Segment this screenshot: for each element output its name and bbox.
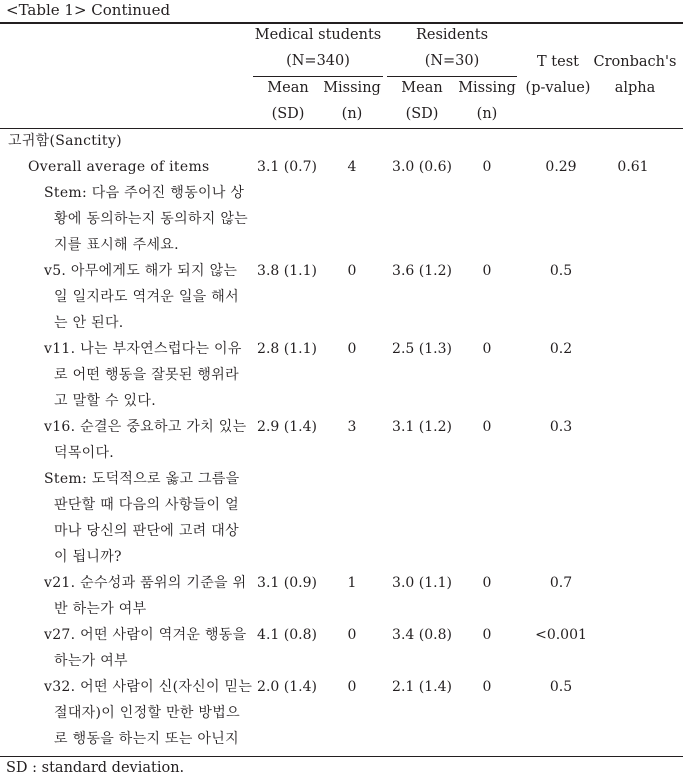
row-label-line: v16. 순결은 중요하고 가치 있는 [44, 419, 247, 435]
cell-r-mean: 2.5 (1.3) [392, 341, 452, 357]
cell-cronbach-alpha: 0.61 [617, 159, 649, 175]
cell-r-mean: 3.0 (1.1) [392, 575, 452, 591]
cell-r-mean: 2.1 (1.4) [392, 679, 452, 695]
cell-ms-missing: 4 [347, 159, 357, 175]
header-ms-sd: (SD) [271, 106, 305, 122]
header-ms-n: (n) [341, 106, 363, 122]
header-pvalue: (p-value) [525, 80, 591, 96]
cell-ms-mean: 2.0 (1.4) [257, 679, 317, 695]
row-label-line: 고 말할 수 있다. [54, 393, 156, 409]
cell-ms-missing: 3 [347, 419, 357, 435]
row-label-line: 덕목이다. [54, 445, 115, 461]
cell-ms-missing: 0 [347, 341, 357, 357]
cell-ms-mean: 2.9 (1.4) [257, 419, 317, 435]
cell-p-value: 0.5 [549, 263, 573, 279]
row-label-line: 지를 표시해 주세요. [54, 237, 179, 253]
header-r-missing: Missing [458, 80, 516, 96]
footnote: SD : standard deviation. [6, 760, 185, 776]
table-bottom-rule [0, 756, 683, 757]
cell-p-value: 0.5 [549, 679, 573, 695]
cell-r-mean: 3.6 (1.2) [392, 263, 452, 279]
cell-r-missing: 0 [482, 341, 492, 357]
residents-group-rule [387, 76, 517, 77]
cell-ms-mean: 3.8 (1.1) [257, 263, 317, 279]
cell-ms-mean: 4.1 (0.8) [257, 627, 317, 643]
row-label-line: Overall average of items [28, 159, 210, 175]
row-label-line: v27. 어떤 사람이 역겨운 행동을 [44, 627, 247, 643]
row-label-line: 일 일지라도 역겨운 일을 해서 [54, 289, 239, 305]
cell-p-value: <0.001 [535, 627, 587, 643]
cell-r-missing: 0 [482, 575, 492, 591]
cell-r-missing: 0 [482, 159, 492, 175]
header-medical-students: Medical students [254, 27, 382, 43]
row-label-line: 판단할 때 다음의 사항들이 얼 [54, 497, 239, 513]
header-ms-missing: Missing [323, 80, 381, 96]
header-r-n: (n) [476, 106, 498, 122]
section-sanctity: 고귀함(Sanctity) [8, 133, 122, 149]
row-label-line: v21. 순수성과 품위의 기준을 위 [44, 575, 247, 591]
cell-ms-missing: 0 [347, 627, 357, 643]
header-ms-mean: Mean [267, 80, 309, 96]
header-medical-n: (N=340) [286, 53, 350, 69]
cell-ms-missing: 0 [347, 679, 357, 695]
cell-ms-missing: 1 [347, 575, 357, 591]
cell-ms-mean: 3.1 (0.9) [257, 575, 317, 591]
table-caption: <Table 1> Continued [6, 1, 171, 19]
row-label-line: v5. 아무에게도 해가 되지 않는 [44, 263, 238, 279]
row-label-line: v32. 어떤 사람이 신(자신이 믿는 [44, 679, 253, 695]
header-r-sd: (SD) [405, 106, 439, 122]
row-label-line: Stem: 도덕적으로 옳고 그름을 [44, 471, 240, 487]
header-r-mean: Mean [401, 80, 443, 96]
cell-r-mean: 3.0 (0.6) [392, 159, 452, 175]
header-residents-n: (N=30) [424, 53, 480, 69]
cell-p-value: 0.7 [549, 575, 573, 591]
cell-r-missing: 0 [482, 627, 492, 643]
row-label-line: 이 됩니까? [54, 549, 122, 565]
cell-ms-missing: 0 [347, 263, 357, 279]
cell-r-missing: 0 [482, 263, 492, 279]
cell-r-missing: 0 [482, 679, 492, 695]
row-label-line: 는 안 된다. [54, 315, 124, 331]
table-top-rule [0, 22, 683, 24]
row-label-line: Stem: 다음 주어진 행동이나 상 [44, 185, 245, 201]
medical-group-rule [253, 76, 383, 77]
row-label-line: 로 어떤 행동을 잘못된 행위라 [54, 367, 239, 383]
header-residents: Residents [415, 27, 489, 43]
cell-p-value: 0.2 [549, 341, 573, 357]
header-ttest: T test [537, 54, 579, 70]
cell-ms-mean: 3.1 (0.7) [257, 159, 317, 175]
row-label-line: 로 행동을 하는지 또는 아닌지 [54, 731, 239, 747]
header-alpha: alpha [614, 80, 656, 96]
row-label-line: 절대자)이 인정할 만한 방법으 [54, 705, 240, 721]
cell-ms-mean: 2.8 (1.1) [257, 341, 317, 357]
row-label-line: 마나 당신의 판단에 고려 대상 [54, 523, 239, 539]
cell-r-mean: 3.4 (0.8) [392, 627, 452, 643]
header-cronbach: Cronbach's [593, 54, 677, 70]
cell-p-value: 0.3 [549, 419, 573, 435]
cell-r-missing: 0 [482, 419, 492, 435]
row-label-line: v11. 나는 부자연스럽다는 이유 [44, 341, 242, 357]
cell-r-mean: 3.1 (1.2) [392, 419, 452, 435]
row-label-line: 하는가 여부 [54, 653, 128, 669]
row-label-line: 황에 동의하는지 동의하지 않는 [54, 211, 248, 227]
cell-p-value: 0.29 [545, 159, 577, 175]
row-label-line: 반 하는가 여부 [54, 601, 147, 617]
